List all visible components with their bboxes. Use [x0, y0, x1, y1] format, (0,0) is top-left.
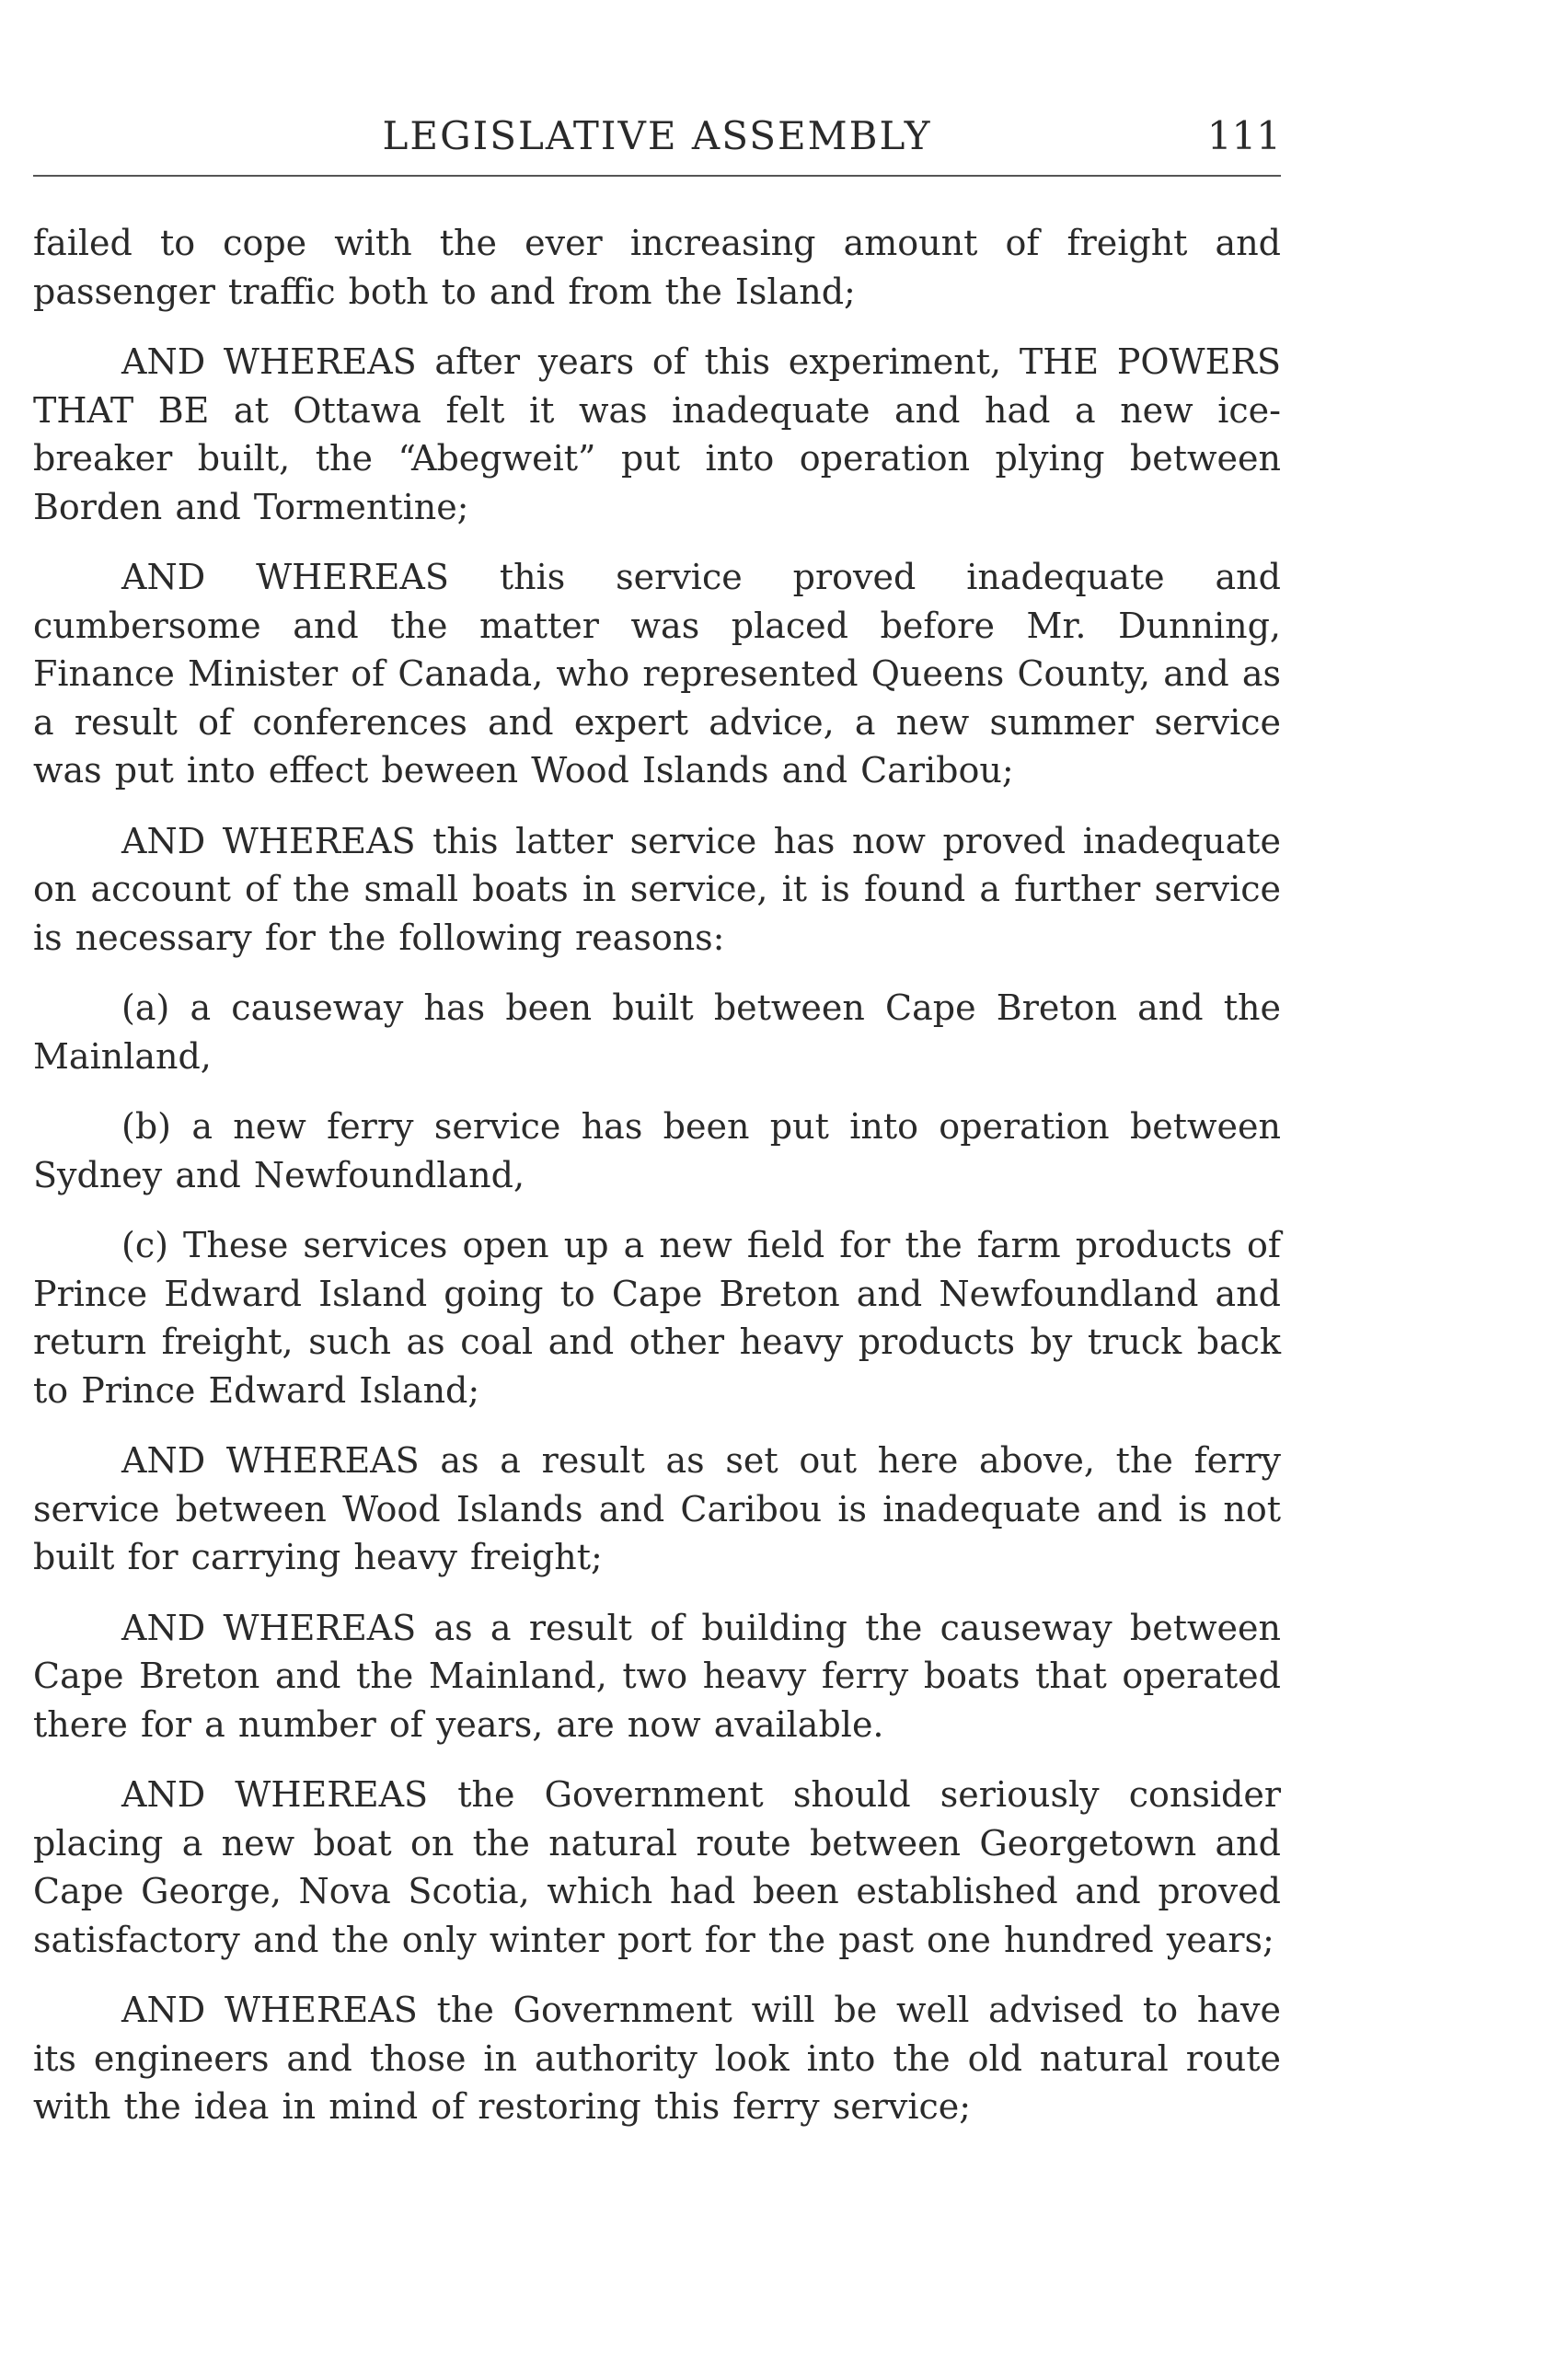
- page-number: 111: [1206, 113, 1281, 158]
- page-header: [33, 109, 1281, 164]
- header-rule: [33, 175, 1281, 177]
- paragraph: AND WHEREAS as a result of building the causeway between Cape Breton and the Mainland, two heavy ferry boats that operated there for a number of years, are now available.: [33, 1607, 1281, 1745]
- paragraph: failed to cope with the ever increasing amount of freight and passenger traffic both to and from the Island;: [33, 223, 1281, 312]
- paragraph: AND WHEREAS the Government will be well advised to have its engineers and those in authority look into the old natural route with the idea in mind of restoring this ferry service;: [33, 1990, 1281, 2127]
- paragraph: AND WHEREAS the Government should seriously consider placing a new boat on the natural route between Georgetown and Cape George, Nova Scotia, which had been established and proved satisfactory and the only winter port for the past one hundred years;: [33, 1774, 1281, 1960]
- list-item-b: (b) a new ferry service has been put into operation between Sydney and Newfoundland,: [33, 1106, 1281, 1195]
- list-item-a: (a) a causeway has been built between Cape Breton and the Mainland,: [33, 987, 1281, 1077]
- paragraph: AND WHEREAS after years of this experiment, THE POWERS THAT BE at Ottawa felt it was inadequate and had a new ice-breaker built, the “Abegweit” put into operation plying between Borden and Tormentine;: [33, 341, 1281, 527]
- running-title: LEGISLATIVE ASSEMBLY: [382, 113, 932, 158]
- paragraph: AND WHEREAS as a result as set out here above, the ferry service between Wood Islands and Caribou is inadequate and is not built for carrying heavy freight;: [33, 1440, 1281, 1577]
- paragraph: AND WHEREAS this latter service has now proved inadequate on account of the small boats in service, it is found a further service is necessary for the following reasons:: [33, 820, 1281, 958]
- page-body: [33, 219, 1281, 2153]
- paragraph: AND WHEREAS this service proved inadequate and cumbersome and the matter was placed before Mr. Dunning, Finance Minister of Canada, who represented Queens County, and as a result of conferences and expert advice, a new summer service was put into effect beween Wood Islands and Caribou;: [33, 557, 1281, 791]
- list-item-c: (c) These services open up a new field for the farm products of Prince Edward Island going to Cape Breton and Newfoundland and return freight, such as coal and other heavy products by truck back to Prince Edward Island;: [33, 1225, 1281, 1411]
